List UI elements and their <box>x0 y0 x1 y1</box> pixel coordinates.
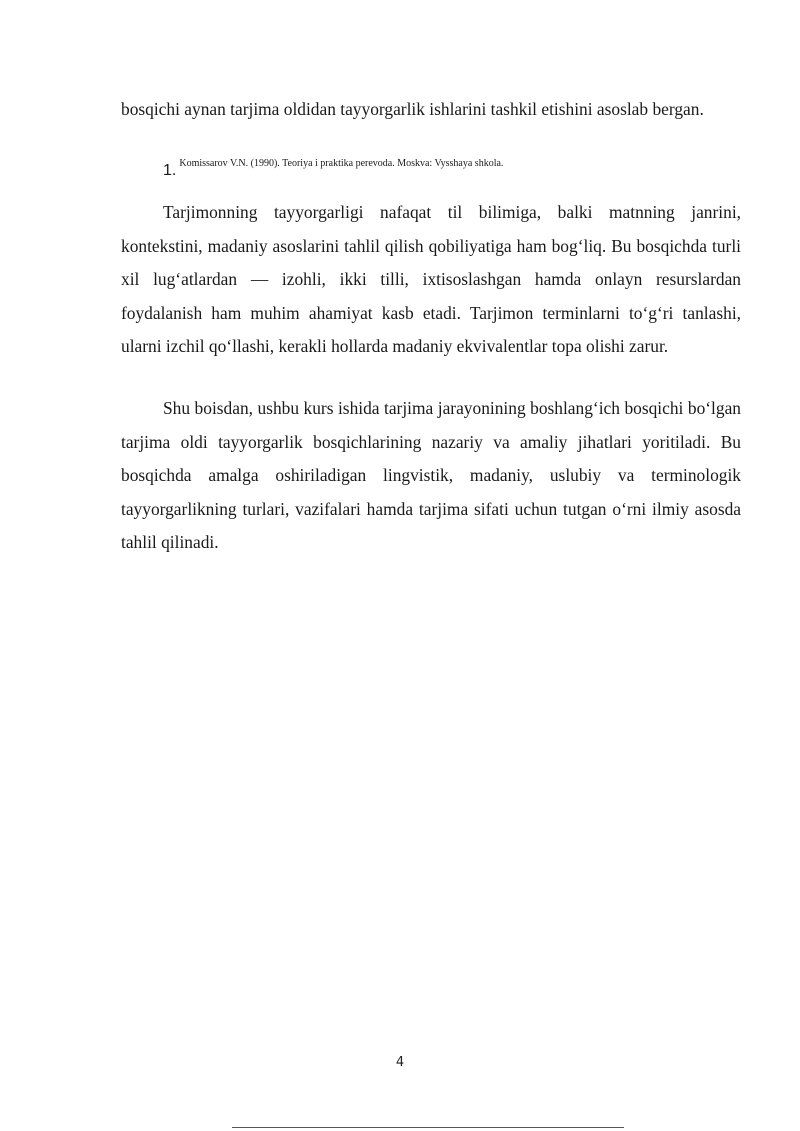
footnote-text: Komissarov V.N. (1990). Teoriya i praktika perevoda. Moskva: Vysshaya shkola. <box>179 158 504 169</box>
footnote-number: 1. <box>163 162 177 179</box>
footnote <box>163 158 743 180</box>
body-paragraph: Shu boisdan, ushbu kurs ishida tarjima jarayonining boshlang‘ich bosqichi bo‘lgan tarjima oldi tayyorgarlik bosqichlarining nazariy va amaliy jihatlari yoritiladi. Bu bosqichda amalga oshiriladigan lingvistik, madaniy, uslubiy va terminologik tayyorgarlikning turlari, vazifalari hamda tarjima sifati uchun tutgan o‘rni ilmiy asosda tahlil qilinadi. <box>121 398 741 552</box>
body-paragraph: Tarjimonning tayyorgarligi nafaqat til bilimiga, balki matnning janrini, kontekstini, madaniy asoslarini tahlil qilish qobiliyatiga ham bog‘liq. Bu bosqichda turli xil lug‘atlardan — izohli, ikki tilli, ixtisoslashgan hamda onlayn resurslardan foydalanish ham muhim ahamiyat kasb etadi. Tarjimon terminlarni to‘g‘ri tanlashi, ularni izchil qo‘llashi, kerakli hollarda madaniy ekvivalentlar topa olishi zarur. <box>121 202 741 356</box>
bottom-divider <box>232 1127 624 1128</box>
continued-paragraph: bosqichi aynan tarjima oldidan tayyorgarlik ishlarini tashkil etishini asoslab bergan. <box>121 99 704 119</box>
page-number: 4 <box>395 1055 405 1070</box>
